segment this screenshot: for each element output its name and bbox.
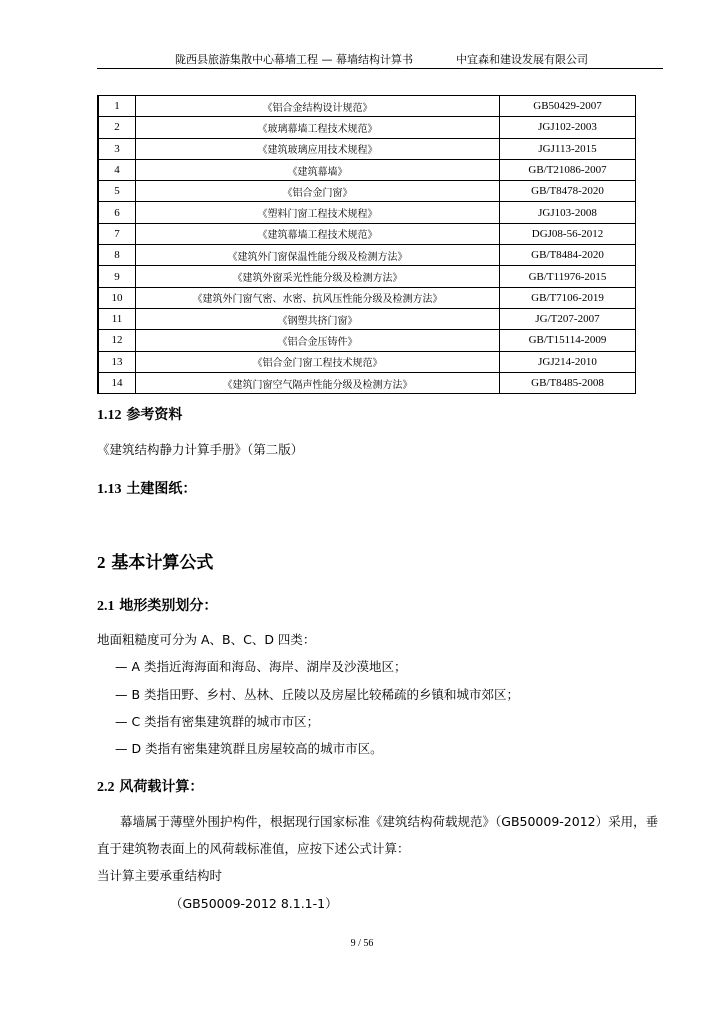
standard-code: DGJ08-56-2012 [500,223,636,244]
table-row [98,138,636,159]
standard-name: 《铝合金门窗工程技术规范》 [136,351,500,372]
standards-table [97,95,636,394]
formula-reference: （GB50009-2012 8.1.1-1） [170,896,338,911]
standard-name: 《钢塑共挤门窗》 [136,308,500,329]
row-number: 8 [98,245,136,266]
header-title: 陇西县旅游集散中心幕墙工程 — 幕墙结构计算书 [175,53,413,66]
row-number: 6 [98,202,136,223]
page-header [97,50,663,69]
terrain-bullet-a: — A 类指近海海面和海岛、海岸、湖岸及沙漠地区； [115,659,407,674]
standard-code: GB/T8484-2020 [500,245,636,266]
standard-code: GB/T11976-2015 [500,266,636,287]
standard-code: JGJ113-2015 [500,138,636,159]
row-number: 3 [98,138,136,159]
table-row [98,96,636,117]
standard-name: 《建筑幕墙工程技术规范》 [136,223,500,244]
table-row [98,266,636,287]
section-1-13-heading: 1.13 土建图纸： [97,481,197,497]
row-number: 13 [98,351,136,372]
section-2-1-heading: 2.1 地形类别划分： [97,598,218,614]
section-1-12-body: 《建筑结构静力计算手册》（第二版） [97,442,304,457]
standard-name: 《建筑外窗采光性能分级及检测方法》 [136,266,500,287]
table-row [98,372,636,393]
row-number: 14 [98,372,136,393]
standard-name: 《建筑幕墙》 [136,159,500,180]
section-2-2-para-3: 当计算主要承重结构时 [97,868,223,883]
table-row [98,245,636,266]
standard-name: 《塑料门窗工程技术规程》 [136,202,500,223]
section-1-12-heading: 1.12 参考资料 [97,407,183,423]
standard-code: GB/T8478-2020 [500,181,636,202]
row-number: 10 [98,287,136,308]
row-number: 1 [98,96,136,117]
row-number: 12 [98,330,136,351]
standard-code: JG/T207-2007 [500,308,636,329]
table-row [98,117,636,138]
table-row [98,202,636,223]
standard-code: JGJ103-2008 [500,202,636,223]
standard-code: JGJ102-2003 [500,117,636,138]
row-number: 11 [98,308,136,329]
terrain-bullet-d: — D 类指有密集建筑群且房屋较高的城市市区。 [115,741,383,756]
header-company: 中宜森和建设发展有限公司 [456,53,588,66]
chapter-2-heading: 2 基本计算公式 [97,553,214,573]
row-number: 7 [98,223,136,244]
row-number: 5 [98,181,136,202]
standard-name: 《建筑门窗空气隔声性能分级及检测方法》 [136,372,500,393]
standard-name: 《铝合金结构设计规范》 [136,96,500,117]
section-2-1-intro: 地面粗糙度可分为 A、B、C、D 四类： [97,632,316,647]
table-row [98,223,636,244]
terrain-bullet-c: — C 类指有密集建筑群的城市市区； [115,714,320,729]
row-number: 4 [98,159,136,180]
standard-code: GB/T8485-2008 [500,372,636,393]
standard-name: 《铝合金门窗》 [136,181,500,202]
page-number: 9 / 56 [350,938,374,949]
table-row [98,181,636,202]
row-number: 9 [98,266,136,287]
standard-code: GB50429-2007 [500,96,636,117]
standard-code: GB/T7106-2019 [500,287,636,308]
table-row [98,159,636,180]
section-2-2-para-1: 幕墙属于薄壁外围护构件，根据现行国家标准《建筑结构荷载规范》（GB50009-2012）采用，垂 [120,814,659,829]
section-2-2-para-2: 直于建筑物表面上的风荷载标准值，应按下述公式计算： [97,841,410,856]
table-row [98,330,636,351]
standard-name: 《建筑外门窗保温性能分级及检测方法》 [136,245,500,266]
section-2-2-heading: 2.2 风荷载计算： [97,779,204,795]
standard-name: 《玻璃幕墙工程技术规范》 [136,117,500,138]
row-number: 2 [98,117,136,138]
standard-name: 《建筑玻璃应用技术规程》 [136,138,500,159]
terrain-bullet-b: — B 类指田野、乡村、丛林、丘陵以及房屋比较稀疏的乡镇和城市郊区； [115,687,520,702]
standard-name: 《建筑外门窗气密、水密、抗风压性能分级及检测方法》 [136,287,500,308]
standard-name: 《铝合金压铸件》 [136,330,500,351]
standard-code: GB/T15114-2009 [500,330,636,351]
standard-code: JGJ214-2010 [500,351,636,372]
table-row [98,351,636,372]
standard-code: GB/T21086-2007 [500,159,636,180]
table-row [98,308,636,329]
table-row [98,287,636,308]
